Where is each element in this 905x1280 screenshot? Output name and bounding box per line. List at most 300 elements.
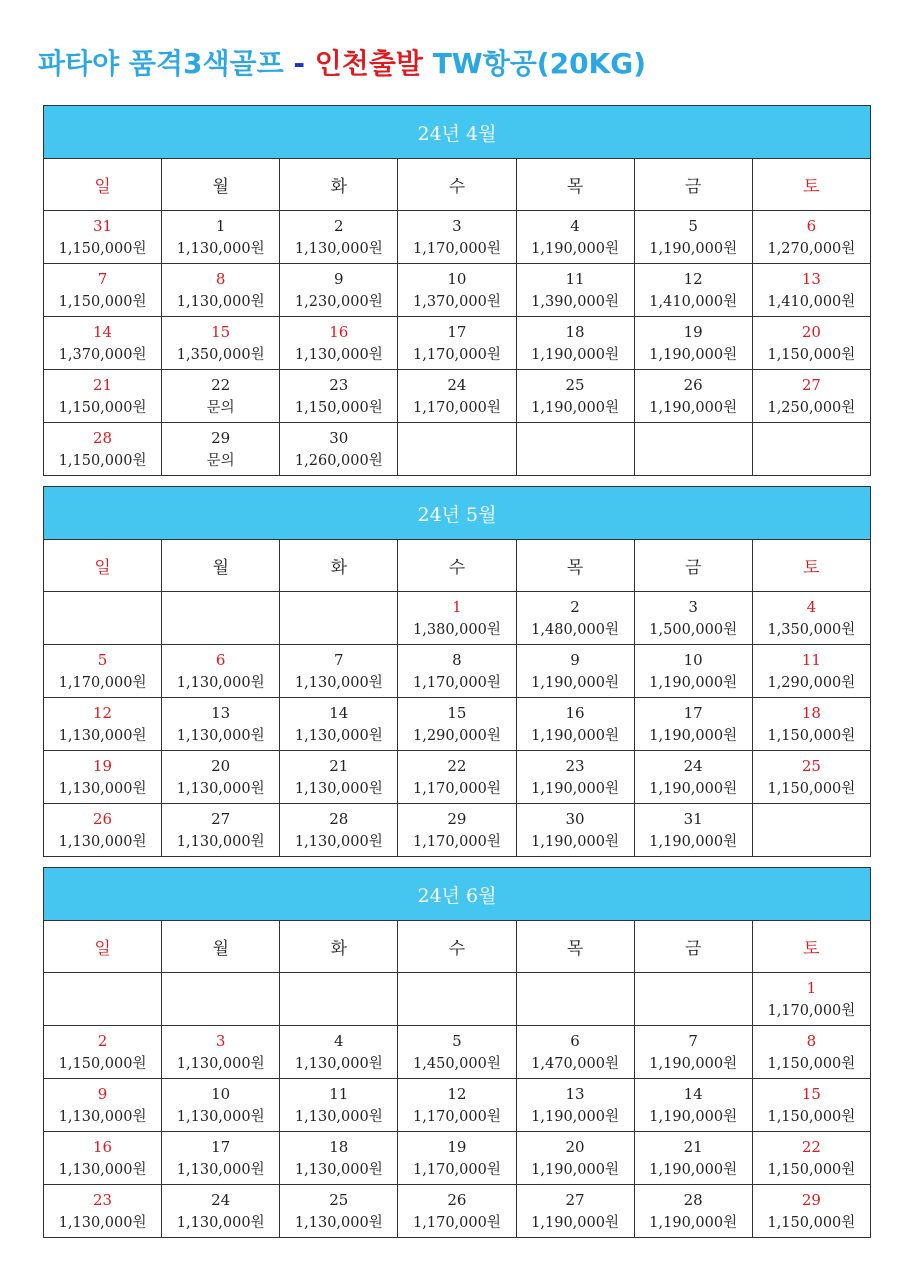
day-price: 1,130,000원 [294, 347, 383, 363]
day-price: 1,130,000원 [294, 1162, 383, 1178]
day-number: 20 [801, 323, 821, 341]
day-number: 7 [688, 1032, 698, 1050]
day-cell [398, 1026, 516, 1079]
weekday-header: 화 [280, 159, 398, 211]
weekday-header: 화 [280, 540, 398, 592]
day-number: 25 [329, 1191, 349, 1209]
day-cell [162, 1079, 280, 1132]
day-cell [398, 1185, 516, 1238]
day-number: 6 [570, 1032, 580, 1050]
day-number: 31 [683, 810, 703, 828]
day-number: 2 [570, 598, 580, 616]
day-cell [44, 804, 162, 857]
day-number: 25 [565, 376, 585, 394]
day-price: 1,350,000원 [176, 347, 265, 363]
day-price: 1,130,000원 [176, 1109, 265, 1125]
day-price: 1,370,000원 [58, 347, 147, 363]
day-price: 1,150,000원 [767, 1056, 856, 1072]
day-cell [280, 317, 398, 370]
day-number: 16 [565, 704, 585, 722]
day-price: 1,130,000원 [294, 781, 383, 797]
day-cell [398, 211, 516, 264]
day-price: 1,130,000원 [58, 1162, 147, 1178]
day-price: 1,170,000원 [413, 675, 501, 691]
day-number: 7 [97, 270, 108, 288]
day-number: 12 [447, 1085, 467, 1103]
day-cell [398, 370, 516, 423]
day-price: 1,190,000원 [531, 834, 619, 850]
day-number: 20 [211, 757, 231, 775]
day-cell [752, 264, 870, 317]
day-number: 8 [215, 270, 226, 288]
day-price: 1,190,000원 [531, 781, 619, 797]
day-cell [280, 751, 398, 804]
day-cell [398, 698, 516, 751]
day-price: 1,150,000원 [767, 1215, 856, 1231]
day-price: 1,170,000원 [413, 1109, 501, 1125]
day-cell [752, 1079, 870, 1132]
day-cell [44, 370, 162, 423]
day-number: 21 [683, 1138, 703, 1156]
day-number: 4 [334, 1032, 344, 1050]
day-number: 19 [683, 323, 703, 341]
day-cell [162, 751, 280, 804]
day-cell [634, 1026, 752, 1079]
day-cell [752, 211, 870, 264]
day-cell [280, 1026, 398, 1079]
weekday-header: 목 [516, 159, 634, 211]
month-calendar [43, 486, 871, 857]
day-cell [280, 973, 398, 1026]
day-number: 20 [565, 1138, 585, 1156]
weekday-header: 화 [280, 921, 398, 973]
day-price: 1,170,000원 [413, 1215, 501, 1231]
day-number: 19 [447, 1138, 467, 1156]
day-price: 1,150,000원 [767, 347, 856, 363]
day-number: 6 [806, 217, 817, 235]
day-price: 1,190,000원 [531, 1109, 619, 1125]
day-number: 29 [211, 429, 231, 447]
day-number: 5 [97, 651, 108, 669]
day-number: 21 [329, 757, 349, 775]
day-number: 21 [93, 376, 113, 394]
day-number: 7 [334, 651, 344, 669]
day-number: 4 [570, 217, 580, 235]
day-cell [634, 645, 752, 698]
day-number: 22 [801, 1138, 821, 1156]
day-number: 30 [565, 810, 585, 828]
day-cell [752, 804, 870, 857]
day-number: 18 [801, 704, 821, 722]
day-cell [516, 264, 634, 317]
day-cell [280, 698, 398, 751]
week-row [44, 211, 871, 264]
day-price: 1,130,000원 [58, 834, 147, 850]
weekday-header: 토 [752, 159, 870, 211]
day-number: 17 [211, 1138, 231, 1156]
day-cell [280, 1079, 398, 1132]
day-price: 1,190,000원 [531, 400, 619, 416]
week-row [44, 370, 871, 423]
day-cell [634, 751, 752, 804]
day-cell [398, 423, 516, 476]
weekday-header: 금 [634, 921, 752, 973]
day-number: 22 [211, 376, 231, 394]
day-number: 11 [565, 270, 585, 288]
day-price: 1,130,000원 [58, 728, 147, 744]
day-price: 1,130,000원 [176, 675, 265, 691]
day-cell [752, 645, 870, 698]
day-price: 1,150,000원 [767, 1162, 856, 1178]
weekday-header: 수 [398, 921, 516, 973]
day-number: 17 [447, 323, 467, 341]
day-number: 2 [334, 217, 344, 235]
day-cell [44, 264, 162, 317]
day-price: 1,150,000원 [58, 241, 147, 257]
day-cell [516, 370, 634, 423]
day-price: 문의 [206, 400, 235, 416]
week-row [44, 592, 871, 645]
day-cell [634, 1185, 752, 1238]
day-number: 29 [447, 810, 467, 828]
day-price: 1,480,000원 [531, 622, 619, 638]
day-number: 12 [683, 270, 703, 288]
day-price: 1,190,000원 [531, 241, 619, 257]
weekday-header: 월 [162, 159, 280, 211]
day-cell [44, 1185, 162, 1238]
day-cell [516, 751, 634, 804]
day-number: 18 [329, 1138, 349, 1156]
day-price: 1,190,000원 [649, 1215, 738, 1231]
day-price: 1,150,000원 [58, 453, 147, 469]
month-header: 24년 6월 [44, 868, 871, 921]
day-price: 1,170,000원 [413, 241, 501, 257]
day-cell [398, 1079, 516, 1132]
day-cell [280, 592, 398, 645]
day-price: 1,170,000원 [413, 1162, 501, 1178]
day-number: 10 [211, 1085, 231, 1103]
day-price: 1,190,000원 [531, 728, 619, 744]
day-number: 1 [215, 217, 226, 235]
day-cell [752, 751, 870, 804]
day-cell [752, 423, 870, 476]
day-cell [634, 973, 752, 1026]
week-row [44, 264, 871, 317]
day-number: 9 [97, 1085, 108, 1103]
day-price: 1,170,000원 [767, 1003, 856, 1019]
page-title [38, 44, 646, 84]
day-number: 19 [93, 757, 113, 775]
week-row [44, 645, 871, 698]
day-cell [398, 973, 516, 1026]
weekday-header: 일 [44, 540, 162, 592]
day-cell [398, 592, 516, 645]
day-price: 1,500,000원 [649, 622, 738, 638]
day-price: 1,190,000원 [649, 400, 738, 416]
day-price: 1,130,000원 [294, 675, 383, 691]
day-number: 22 [447, 757, 467, 775]
week-row [44, 973, 871, 1026]
day-price: 1,130,000원 [176, 834, 265, 850]
day-number: 8 [806, 1032, 817, 1050]
day-cell [634, 1079, 752, 1132]
day-number: 27 [211, 810, 231, 828]
day-cell [44, 423, 162, 476]
day-cell [44, 1132, 162, 1185]
day-price: 1,150,000원 [58, 1056, 147, 1072]
day-price: 1,130,000원 [176, 1215, 265, 1231]
weekday-header: 목 [516, 921, 634, 973]
day-price: 1,450,000원 [413, 1056, 501, 1072]
day-cell [752, 1185, 870, 1238]
day-cell [634, 592, 752, 645]
day-number: 24 [211, 1191, 231, 1209]
day-number: 2 [97, 1032, 108, 1050]
day-number: 23 [329, 376, 349, 394]
day-number: 26 [93, 810, 113, 828]
day-cell [516, 592, 634, 645]
day-cell [162, 1132, 280, 1185]
day-cell [162, 264, 280, 317]
day-number: 29 [801, 1191, 821, 1209]
day-price: 1,170,000원 [58, 675, 147, 691]
day-number: 13 [565, 1085, 585, 1103]
day-price: 1,150,000원 [58, 294, 147, 310]
title-product: 파타야 품격3색골프 [38, 47, 294, 80]
day-cell [752, 973, 870, 1026]
day-number: 14 [683, 1085, 703, 1103]
day-price: 1,410,000원 [767, 294, 856, 310]
day-number: 26 [683, 376, 703, 394]
day-number: 30 [329, 429, 349, 447]
day-price: 1,170,000원 [413, 781, 501, 797]
day-price: 1,130,000원 [176, 294, 265, 310]
weekday-header: 금 [634, 159, 752, 211]
weekday-header: 수 [398, 159, 516, 211]
day-price: 1,190,000원 [649, 241, 738, 257]
day-price: 1,190,000원 [649, 1162, 738, 1178]
day-number: 15 [447, 704, 467, 722]
day-cell [752, 317, 870, 370]
day-cell [398, 317, 516, 370]
day-number: 9 [334, 270, 344, 288]
weekday-header: 월 [162, 540, 280, 592]
week-row [44, 751, 871, 804]
day-cell [280, 211, 398, 264]
day-price: 1,150,000원 [767, 781, 856, 797]
day-number: 10 [683, 651, 703, 669]
day-price: 1,170,000원 [413, 834, 501, 850]
day-cell [44, 973, 162, 1026]
day-cell [162, 973, 280, 1026]
week-row [44, 1026, 871, 1079]
day-cell [162, 370, 280, 423]
day-number: 10 [447, 270, 467, 288]
day-cell [162, 698, 280, 751]
day-cell [516, 317, 634, 370]
day-cell [280, 645, 398, 698]
day-cell [280, 423, 398, 476]
day-number: 13 [211, 704, 231, 722]
week-row [44, 1132, 871, 1185]
day-number: 23 [93, 1191, 113, 1209]
day-cell [44, 698, 162, 751]
day-cell [162, 211, 280, 264]
day-cell [516, 804, 634, 857]
day-price: 1,150,000원 [767, 1109, 856, 1125]
day-price: 1,130,000원 [58, 1109, 147, 1125]
day-number: 18 [565, 323, 585, 341]
day-number: 26 [447, 1191, 467, 1209]
day-price: 1,150,000원 [767, 728, 856, 744]
day-number: 1 [806, 979, 817, 997]
title-dash: - [293, 47, 305, 80]
week-row [44, 1079, 871, 1132]
day-number: 17 [683, 704, 703, 722]
title-departure: 인천출발 [305, 47, 433, 80]
day-cell [44, 645, 162, 698]
day-price: 1,130,000원 [176, 781, 265, 797]
day-price: 1,150,000원 [294, 400, 383, 416]
day-cell [44, 751, 162, 804]
weekday-header: 일 [44, 159, 162, 211]
day-cell [752, 592, 870, 645]
day-cell [516, 423, 634, 476]
month-calendar [43, 867, 871, 1238]
day-number: 5 [688, 217, 698, 235]
day-price: 1,230,000원 [294, 294, 383, 310]
week-row [44, 317, 871, 370]
day-cell [162, 645, 280, 698]
day-cell [752, 698, 870, 751]
day-price: 1,410,000원 [649, 294, 738, 310]
day-price: 1,390,000원 [531, 294, 619, 310]
day-number: 11 [801, 651, 821, 669]
day-cell [280, 264, 398, 317]
day-price: 1,190,000원 [531, 1215, 619, 1231]
day-number: 27 [565, 1191, 585, 1209]
day-price: 1,130,000원 [294, 1109, 383, 1125]
day-cell [634, 804, 752, 857]
day-cell [516, 1026, 634, 1079]
day-cell [516, 211, 634, 264]
day-price: 1,190,000원 [649, 728, 738, 744]
day-cell [398, 645, 516, 698]
weekday-header: 수 [398, 540, 516, 592]
day-price: 1,130,000원 [58, 781, 147, 797]
day-number: 23 [565, 757, 585, 775]
day-price: 1,130,000원 [176, 1162, 265, 1178]
day-cell [44, 317, 162, 370]
day-number: 28 [683, 1191, 703, 1209]
day-price: 1,190,000원 [649, 834, 738, 850]
day-price: 1,130,000원 [294, 1056, 383, 1072]
day-price: 1,130,000원 [294, 241, 383, 257]
month-calendar [43, 105, 871, 476]
day-price: 1,190,000원 [649, 1109, 738, 1125]
day-cell [162, 423, 280, 476]
day-cell [516, 1079, 634, 1132]
weekday-header: 목 [516, 540, 634, 592]
day-price: 1,130,000원 [294, 728, 383, 744]
day-number: 16 [329, 323, 349, 341]
day-price: 1,170,000원 [413, 400, 501, 416]
day-price: 1,130,000원 [176, 241, 265, 257]
day-cell [634, 1132, 752, 1185]
day-cell [516, 973, 634, 1026]
day-price: 1,270,000원 [767, 241, 856, 257]
day-cell [634, 211, 752, 264]
day-price: 1,260,000원 [294, 453, 383, 469]
day-number: 15 [211, 323, 231, 341]
day-number: 13 [801, 270, 821, 288]
day-price: 1,190,000원 [531, 675, 619, 691]
weekday-header: 일 [44, 921, 162, 973]
day-cell [162, 1026, 280, 1079]
day-price: 1,130,000원 [294, 1215, 383, 1231]
day-cell [44, 592, 162, 645]
weekday-header: 월 [162, 921, 280, 973]
day-cell [516, 698, 634, 751]
day-number: 3 [215, 1032, 226, 1050]
weekday-header: 금 [634, 540, 752, 592]
day-cell [398, 804, 516, 857]
month-header: 24년 5월 [44, 487, 871, 540]
day-cell [162, 317, 280, 370]
day-cell [752, 370, 870, 423]
day-number: 5 [452, 1032, 462, 1050]
day-cell [162, 592, 280, 645]
day-cell [280, 370, 398, 423]
day-cell [44, 1079, 162, 1132]
day-number: 1 [452, 598, 462, 616]
day-price: 1,190,000원 [649, 347, 738, 363]
day-price: 1,370,000원 [413, 294, 501, 310]
day-number: 14 [93, 323, 113, 341]
day-cell [752, 1026, 870, 1079]
day-number: 6 [215, 651, 226, 669]
day-number: 8 [452, 651, 462, 669]
day-cell [398, 1132, 516, 1185]
day-price: 1,190,000원 [649, 675, 738, 691]
day-cell [280, 1132, 398, 1185]
day-number: 12 [93, 704, 113, 722]
day-price: 1,130,000원 [294, 834, 383, 850]
day-cell [44, 1026, 162, 1079]
week-row [44, 804, 871, 857]
day-number: 4 [806, 598, 817, 616]
day-price: 1,130,000원 [176, 728, 265, 744]
day-price: 1,290,000원 [767, 675, 856, 691]
day-cell [634, 423, 752, 476]
weekday-header: 토 [752, 540, 870, 592]
title-airline: TW항공(20KG) [432, 47, 647, 80]
day-number: 25 [801, 757, 821, 775]
day-cell [634, 698, 752, 751]
day-cell [752, 1132, 870, 1185]
day-cell [162, 1185, 280, 1238]
day-cell [516, 645, 634, 698]
day-price: 1,150,000원 [58, 400, 147, 416]
day-cell [280, 804, 398, 857]
day-number: 11 [329, 1085, 349, 1103]
day-cell [516, 1132, 634, 1185]
day-price: 1,190,000원 [649, 781, 738, 797]
week-row [44, 698, 871, 751]
month-header: 24년 4월 [44, 106, 871, 159]
week-row [44, 1185, 871, 1238]
day-cell [634, 370, 752, 423]
